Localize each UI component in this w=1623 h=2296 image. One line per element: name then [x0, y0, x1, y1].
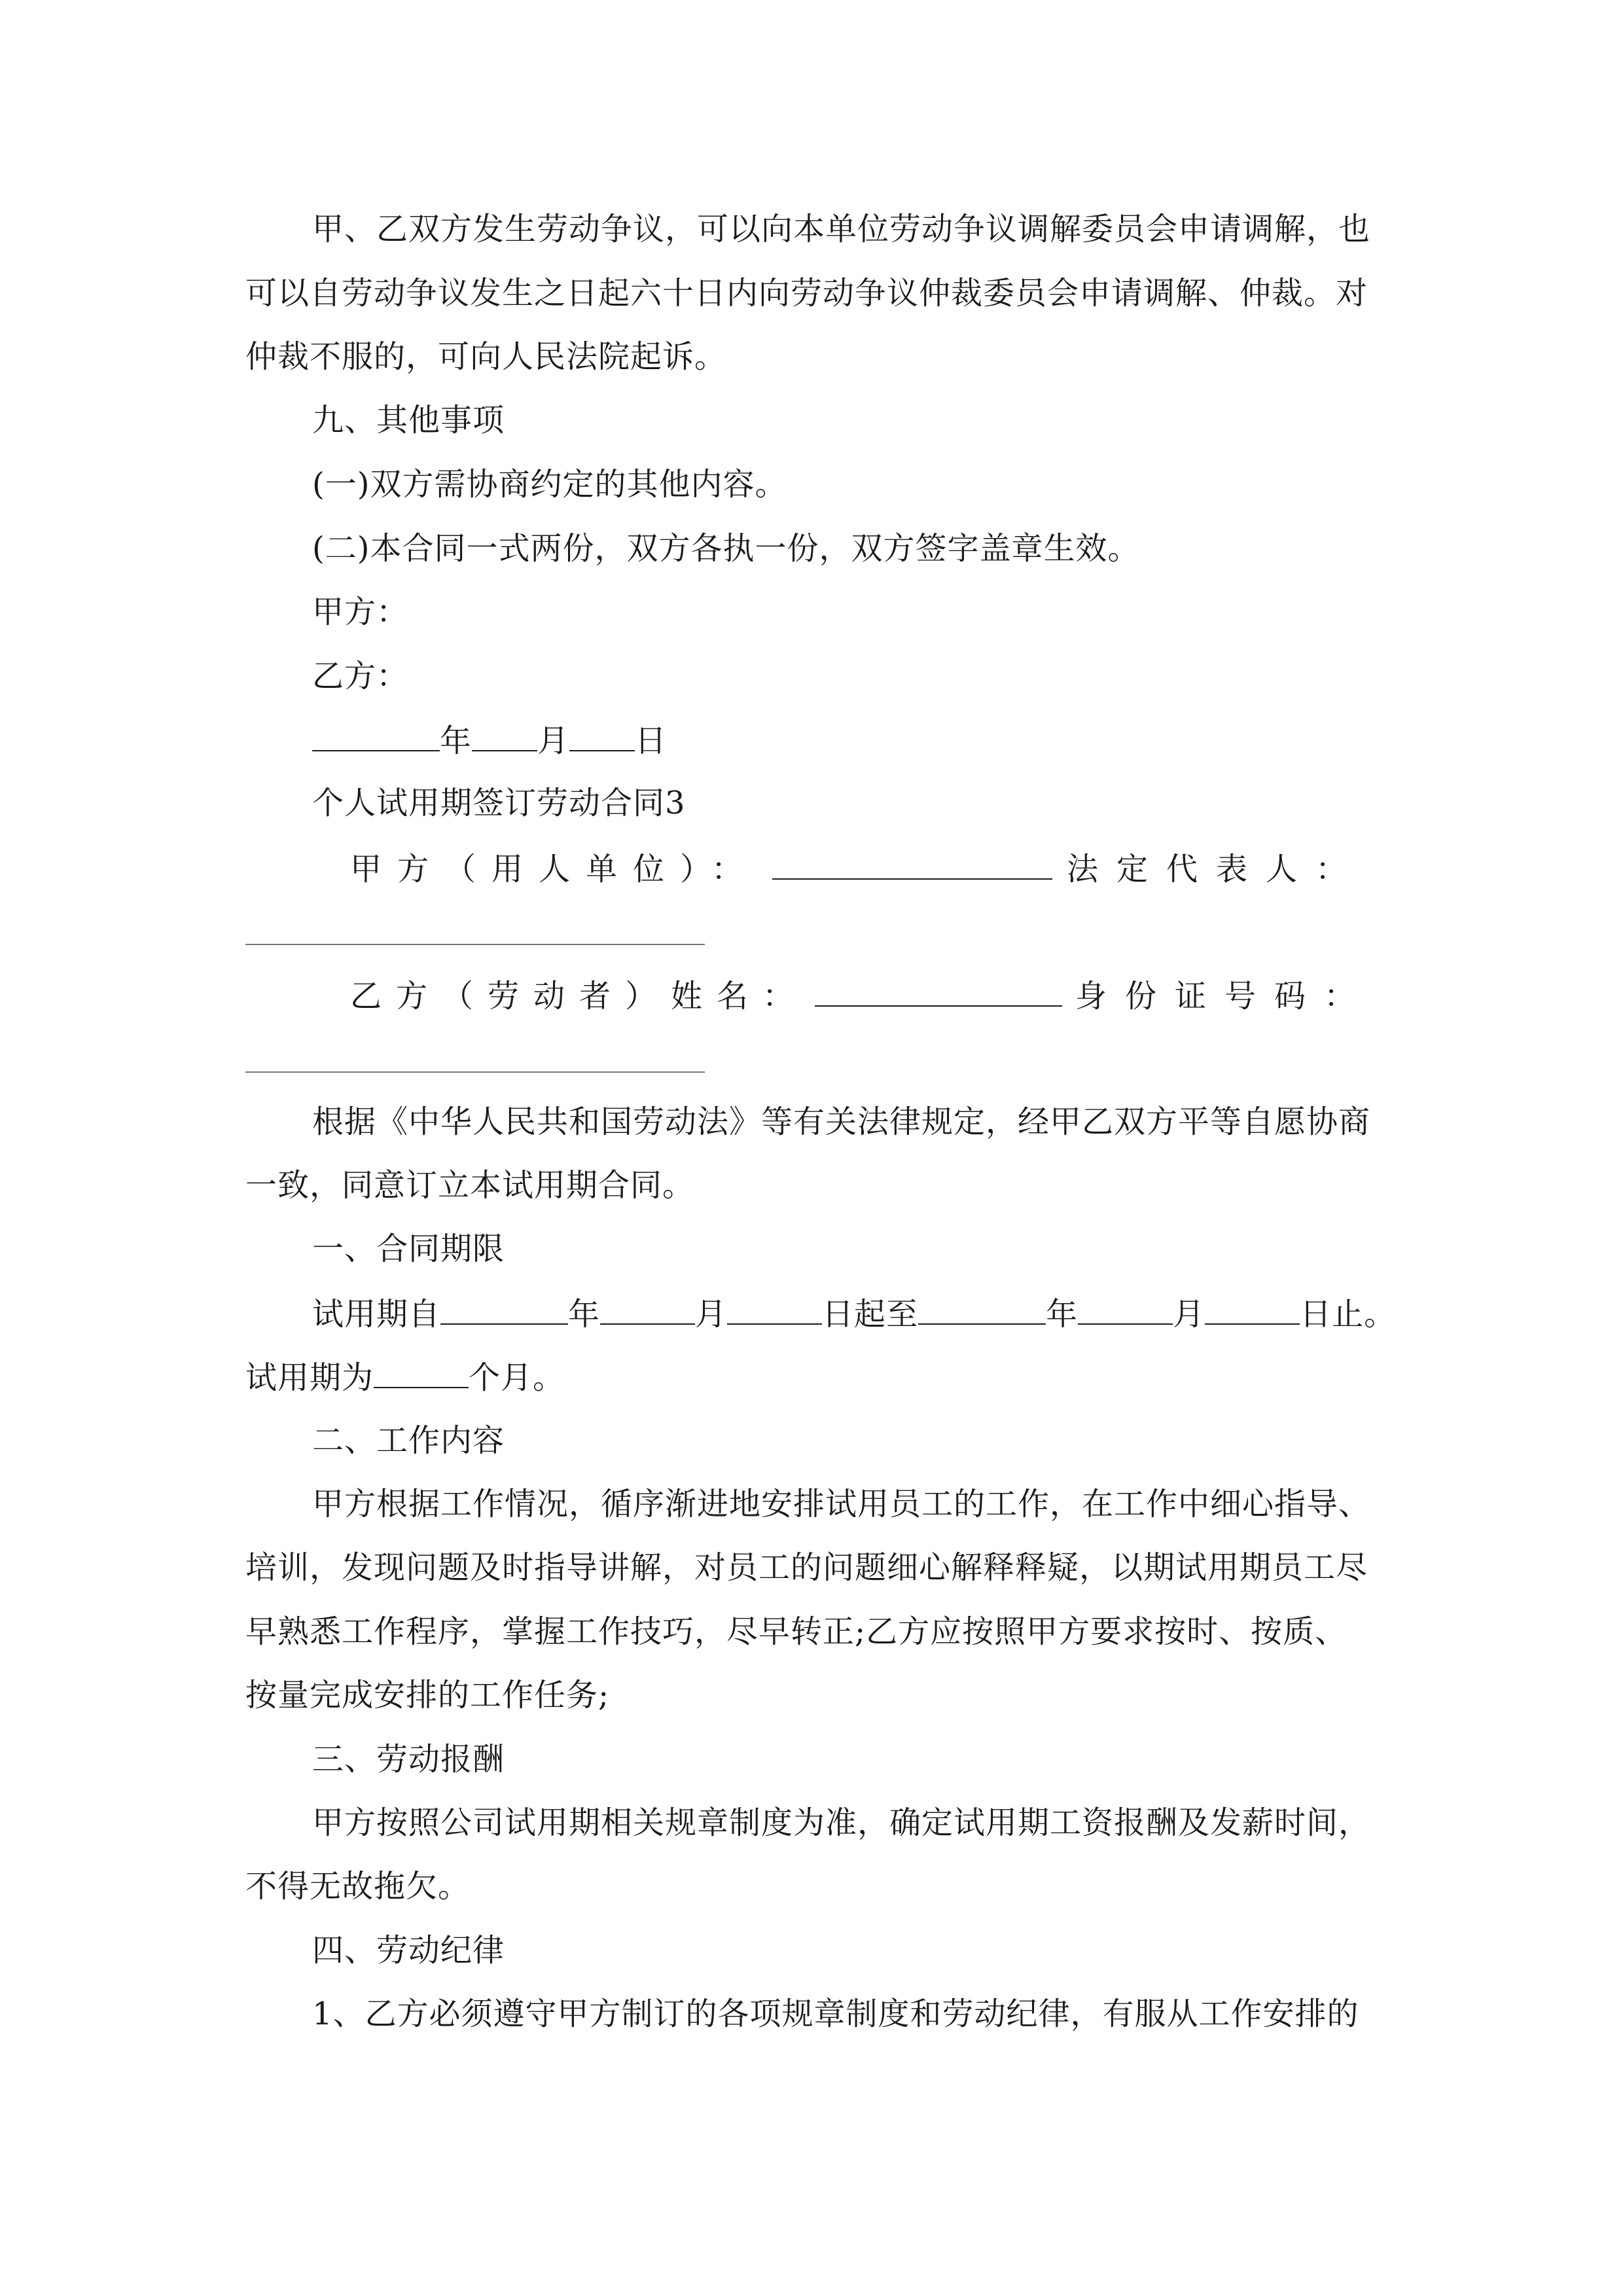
intro-paragraph-line-1: 根据《中华人民共和国劳动法》等有关法律规定，经甲乙双方平等自愿协商	[312, 1103, 1371, 1140]
section-9-title: 九、其他事项	[312, 402, 505, 439]
start-year-label: 年	[568, 1296, 601, 1333]
probation-months-label: 试用期为	[245, 1359, 374, 1396]
employee-name-label: 乙方（劳动者）姓名：	[350, 978, 809, 1014]
months-unit-label: 个月。	[469, 1359, 565, 1396]
section-2-line-3: 早熟悉工作程序，掌握工作技巧，尽早转正;乙方应按照甲方要求按时、按质、	[245, 1613, 1347, 1650]
section-2-line-1: 甲方根据工作情况，循序渐进地安排试用员工的工作，在工作中细心指导、	[312, 1486, 1371, 1522]
contract-3-title: 个人试用期签订劳动合同3	[312, 785, 686, 821]
probation-period-line	[312, 1293, 1396, 1333]
section-9-item-1: (一)双方需协商约定的其他内容。	[312, 466, 787, 503]
section-3-line-1: 甲方按照公司试用期相关规章制度为准，确定试用期工资报酬及发薪时间，	[312, 1804, 1371, 1841]
month-label: 月	[537, 723, 570, 759]
employee-name-blank	[815, 975, 1062, 1007]
id-number-blank-rule	[245, 1071, 705, 1073]
dispute-paragraph-line-1: 甲、乙双方发生劳动争议，可以向本单位劳动争议调解委员会申请调解，也	[312, 211, 1371, 247]
end-year-blank	[918, 1293, 1046, 1325]
signature-date-line	[312, 720, 667, 759]
id-number-label: 身份证号码：	[1075, 978, 1374, 1014]
end-day-blank	[1205, 1293, 1300, 1325]
section-2-line-4: 按量完成安排的工作任务;	[245, 1677, 610, 1713]
section-3-line-2: 不得无故拖欠。	[245, 1868, 471, 1905]
probation-from-label: 试用期自	[312, 1296, 441, 1333]
end-year-label: 年	[1046, 1296, 1079, 1333]
year-blank	[312, 720, 440, 751]
employer-label: 甲方（用人单位）：	[350, 851, 759, 888]
end-month-label: 月	[1173, 1296, 1205, 1333]
start-day-blank	[727, 1293, 822, 1325]
section-1-title: 一、合同期限	[312, 1230, 505, 1267]
start-year-blank	[440, 1293, 568, 1325]
dispute-paragraph-line-3: 仲裁不服的，可向人民法院起诉。	[245, 338, 727, 375]
section-9-item-2: (二)本合同一式两份，双方各执一份，双方签字盖章生效。	[312, 530, 1140, 567]
day-blank	[569, 720, 635, 751]
legal-rep-label: 法定代表人：	[1066, 851, 1365, 888]
probation-months-line	[245, 1357, 565, 1396]
intro-paragraph-line-2: 一致，同意订立本试用期合同。	[245, 1167, 695, 1204]
months-blank	[374, 1357, 469, 1388]
start-month-blank	[600, 1293, 695, 1325]
employer-row	[350, 848, 1371, 888]
section-2-title: 二、工作内容	[312, 1422, 505, 1459]
section-3-title: 三、劳动报酬	[312, 1741, 505, 1778]
end-day-label: 日止。	[1300, 1296, 1397, 1333]
employer-blank	[772, 848, 1052, 880]
section-4-title: 四、劳动纪律	[312, 1932, 505, 1969]
day-label: 日	[635, 723, 668, 759]
section-4-line-1: 1、乙方必须遵守甲方制订的各项规章制度和劳动纪律，有服从工作安排的	[312, 1996, 1359, 2032]
employee-row	[350, 975, 1374, 1014]
section-2-line-2: 培训，发现问题及时指导讲解，对员工的问题细心解释释疑，以期试用期员工尽	[245, 1549, 1368, 1586]
month-blank	[472, 720, 537, 751]
legal-rep-blank-rule	[245, 944, 705, 945]
party-b-signature-label: 乙方：	[312, 658, 409, 694]
start-day-label: 日起至	[822, 1296, 919, 1333]
party-a-signature-label: 甲方：	[312, 594, 409, 630]
end-month-blank	[1078, 1293, 1173, 1325]
dispute-paragraph-line-2: 可以自劳动争议发生之日起六十日内向劳动争议仲裁委员会申请调解、仲裁。对	[245, 275, 1368, 312]
year-label: 年	[440, 723, 473, 759]
start-month-label: 月	[695, 1296, 728, 1333]
